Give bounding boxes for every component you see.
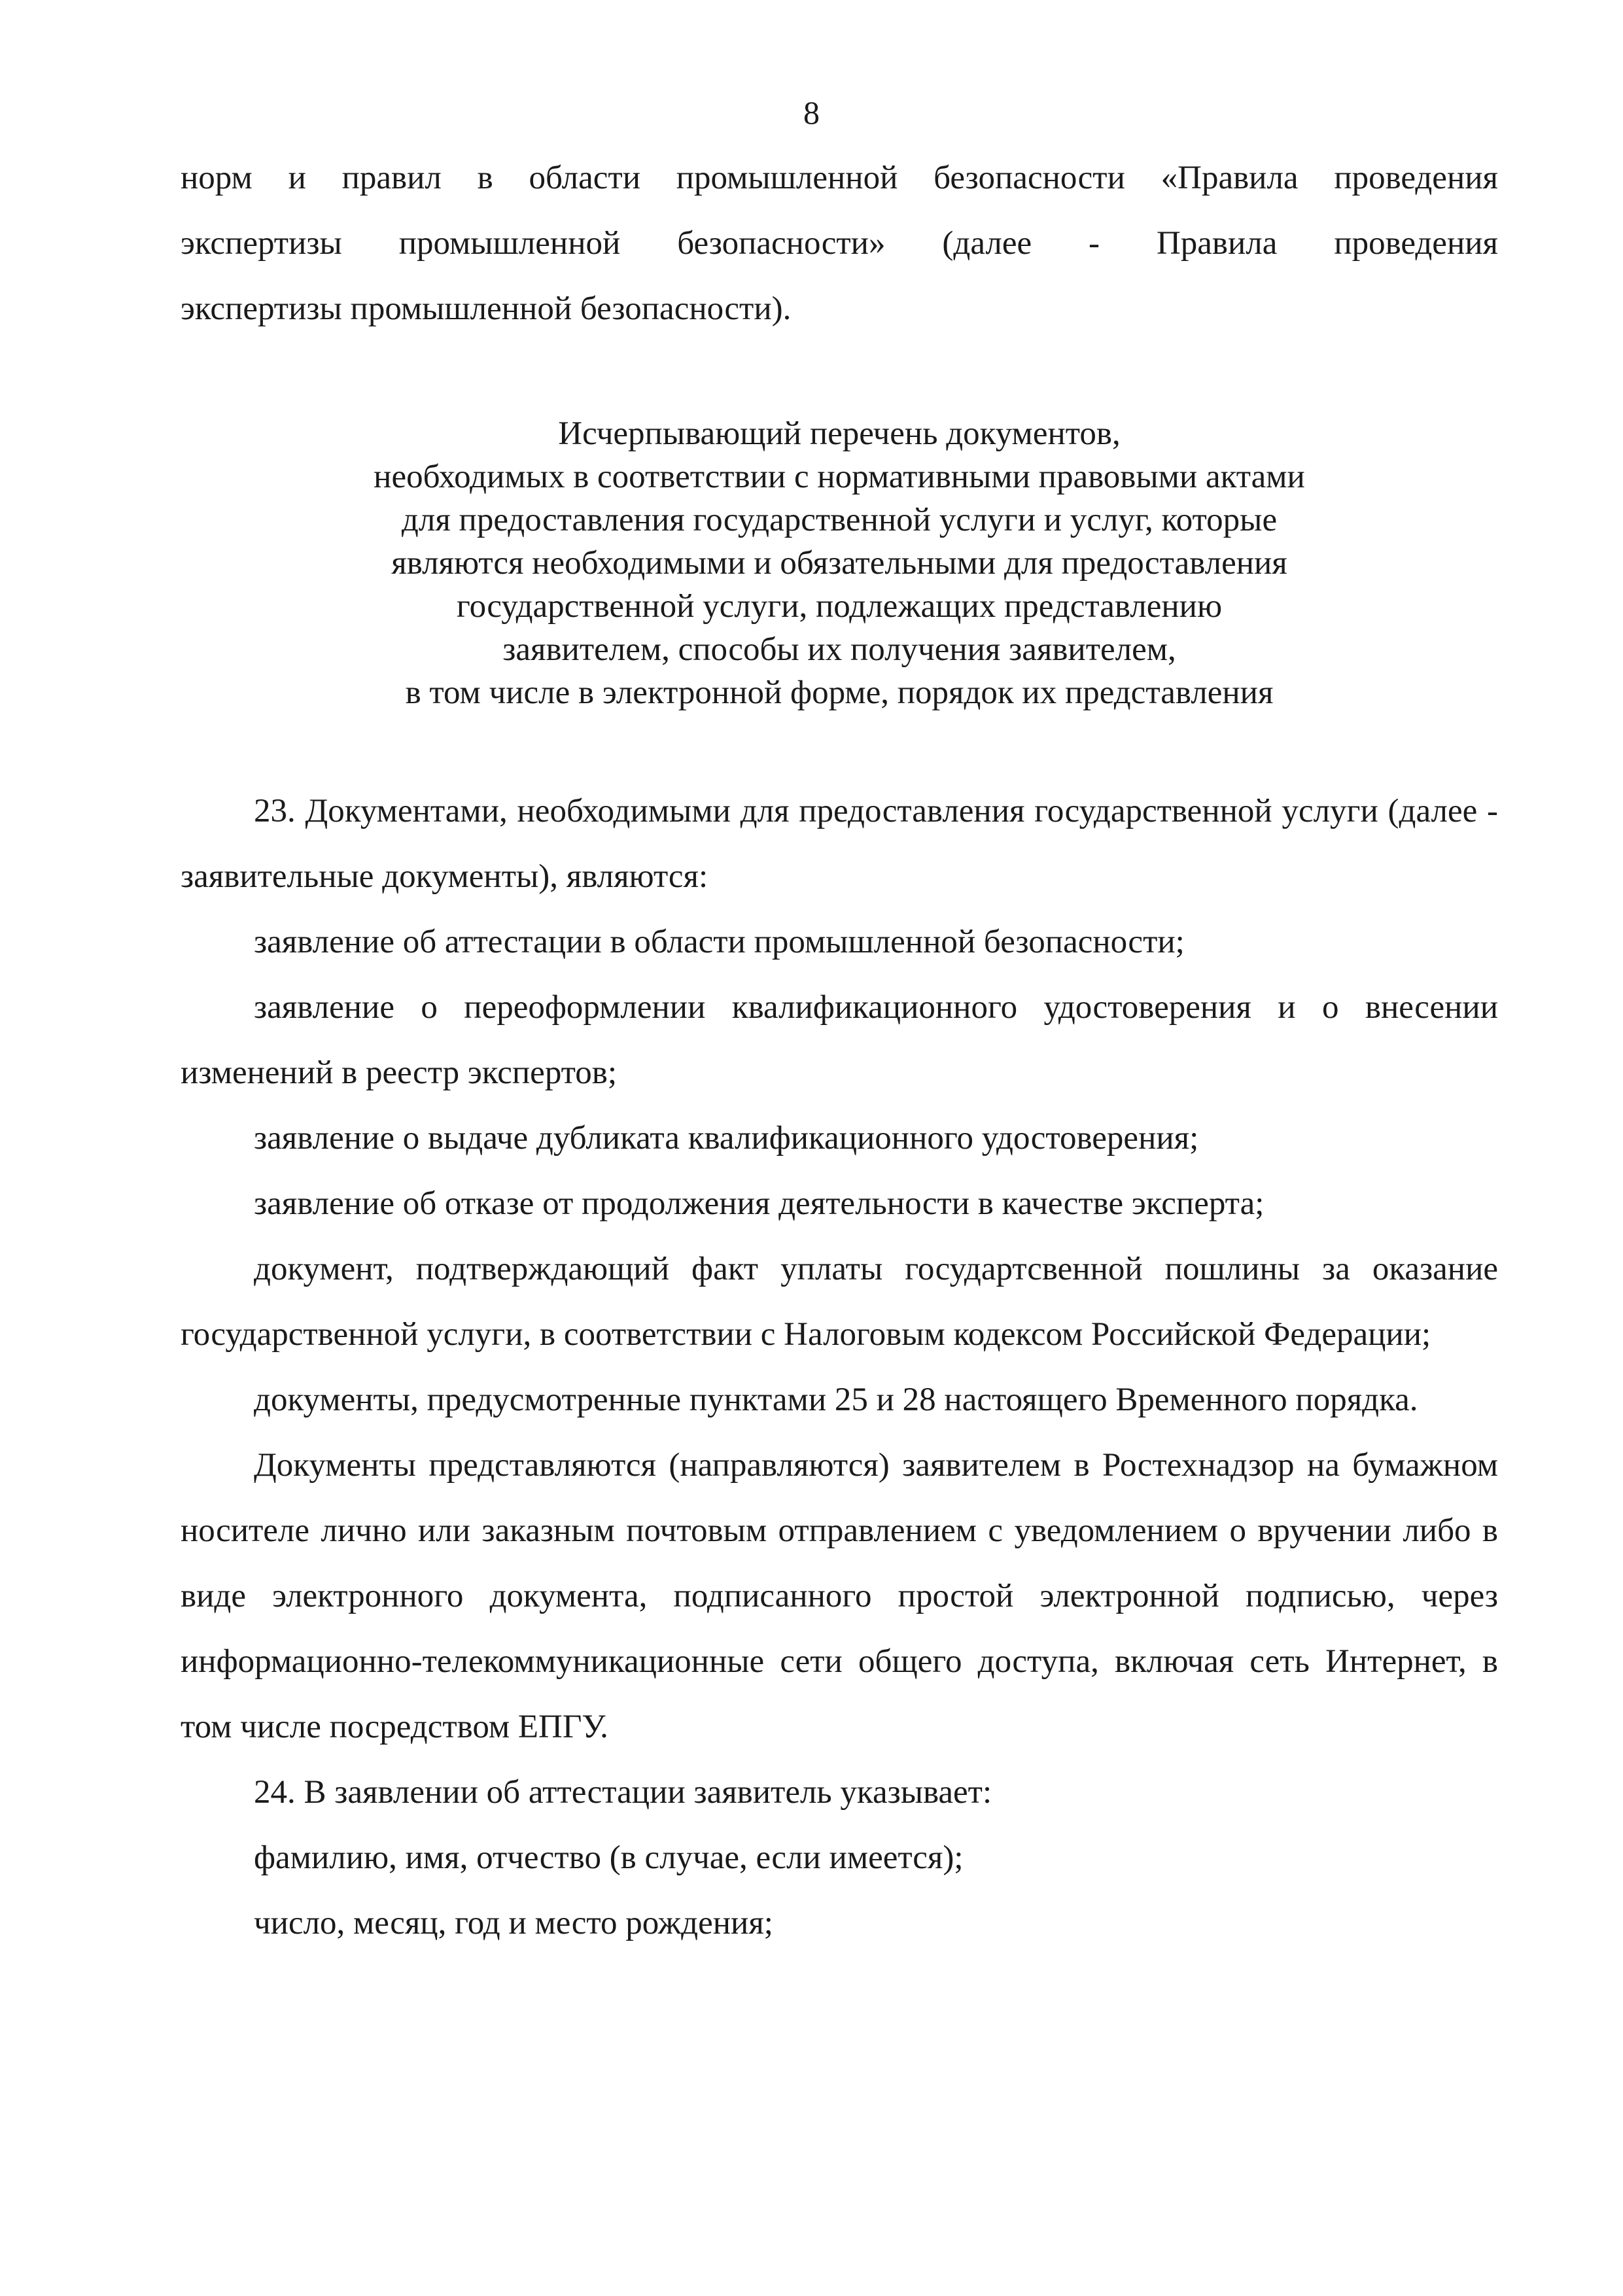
heading-line-5: государственной услуги, подлежащих представлению <box>456 588 1223 625</box>
paragraph-24: 24. В заявлении об аттестации заявитель указывает: <box>254 1774 992 1811</box>
intro-paragraph <box>181 145 1498 341</box>
list-item: заявление о переоформлении квалификационного удостоверения и о внесении изменений в реестр экспертов; <box>181 989 1498 1091</box>
submission-paragraph: Документы представляются (направляются) заявителем в Ростехнадзор на бумажном носителе лично или заказным почтовым отправлением с уведомлением о вручении либо в виде электронного документа, подписанного простой электронной подписью, через информационно-телекоммуникационные сети общего доступа, включая сеть Интернет, в том числе посредством ЕПГУ. <box>181 1447 1498 1745</box>
list-item: документ, подтверждающий факт уплаты государтсвенной пошлины за оказание государственной услуги, в соответствии с Налоговым кодексом Российской Федерации; <box>181 1251 1498 1353</box>
intro-line-2: экспертизы промышленной безопасности» (далее - Правила проведения <box>181 225 1498 262</box>
heading-line-6: заявителем, способы их получения заявителем, <box>502 631 1176 668</box>
page-number: 8 <box>803 94 820 131</box>
intro-line-3: экспертизы промышленной безопасности). <box>181 290 792 327</box>
list-item: фамилию, имя, отчество (в случае, если имеется); <box>254 1839 964 1876</box>
list-item: заявление об отказе от продолжения деятельности в качестве эксперта; <box>254 1185 1265 1222</box>
heading-line-2: необходимых в соответствии с нормативными правовыми актами <box>374 459 1305 495</box>
heading-line-7: в том числе в электронной форме, порядок их представления <box>405 674 1274 711</box>
heading-line-1: Исчерпывающий перечень документов, <box>558 415 1121 452</box>
heading-line-4: являются необходимыми и обязательными для предоставления <box>391 545 1287 582</box>
list-item: заявление о выдаче дубликата квалификационного удостоверения; <box>254 1120 1199 1157</box>
list-item: документы, предусмотренные пунктами 25 и 28 настоящего Временного порядка. <box>254 1382 1418 1418</box>
section-heading <box>181 412 1498 714</box>
paragraph-23: 23. Документами, необходимыми для предоставления государственной услуги (далее - заявительные документы), являются: <box>181 793 1498 895</box>
list-item: число, месяц, год и место рождения; <box>254 1905 773 1941</box>
intro-line-1: норм и правил в области промышленной безопасности «Правила проведения <box>181 160 1498 196</box>
section-body <box>181 778 1498 1956</box>
list-item: заявление об аттестации в области промышленной безопасности; <box>254 924 1185 960</box>
heading-line-3: для предоставления государственной услуги и услуг, которые <box>401 502 1278 538</box>
